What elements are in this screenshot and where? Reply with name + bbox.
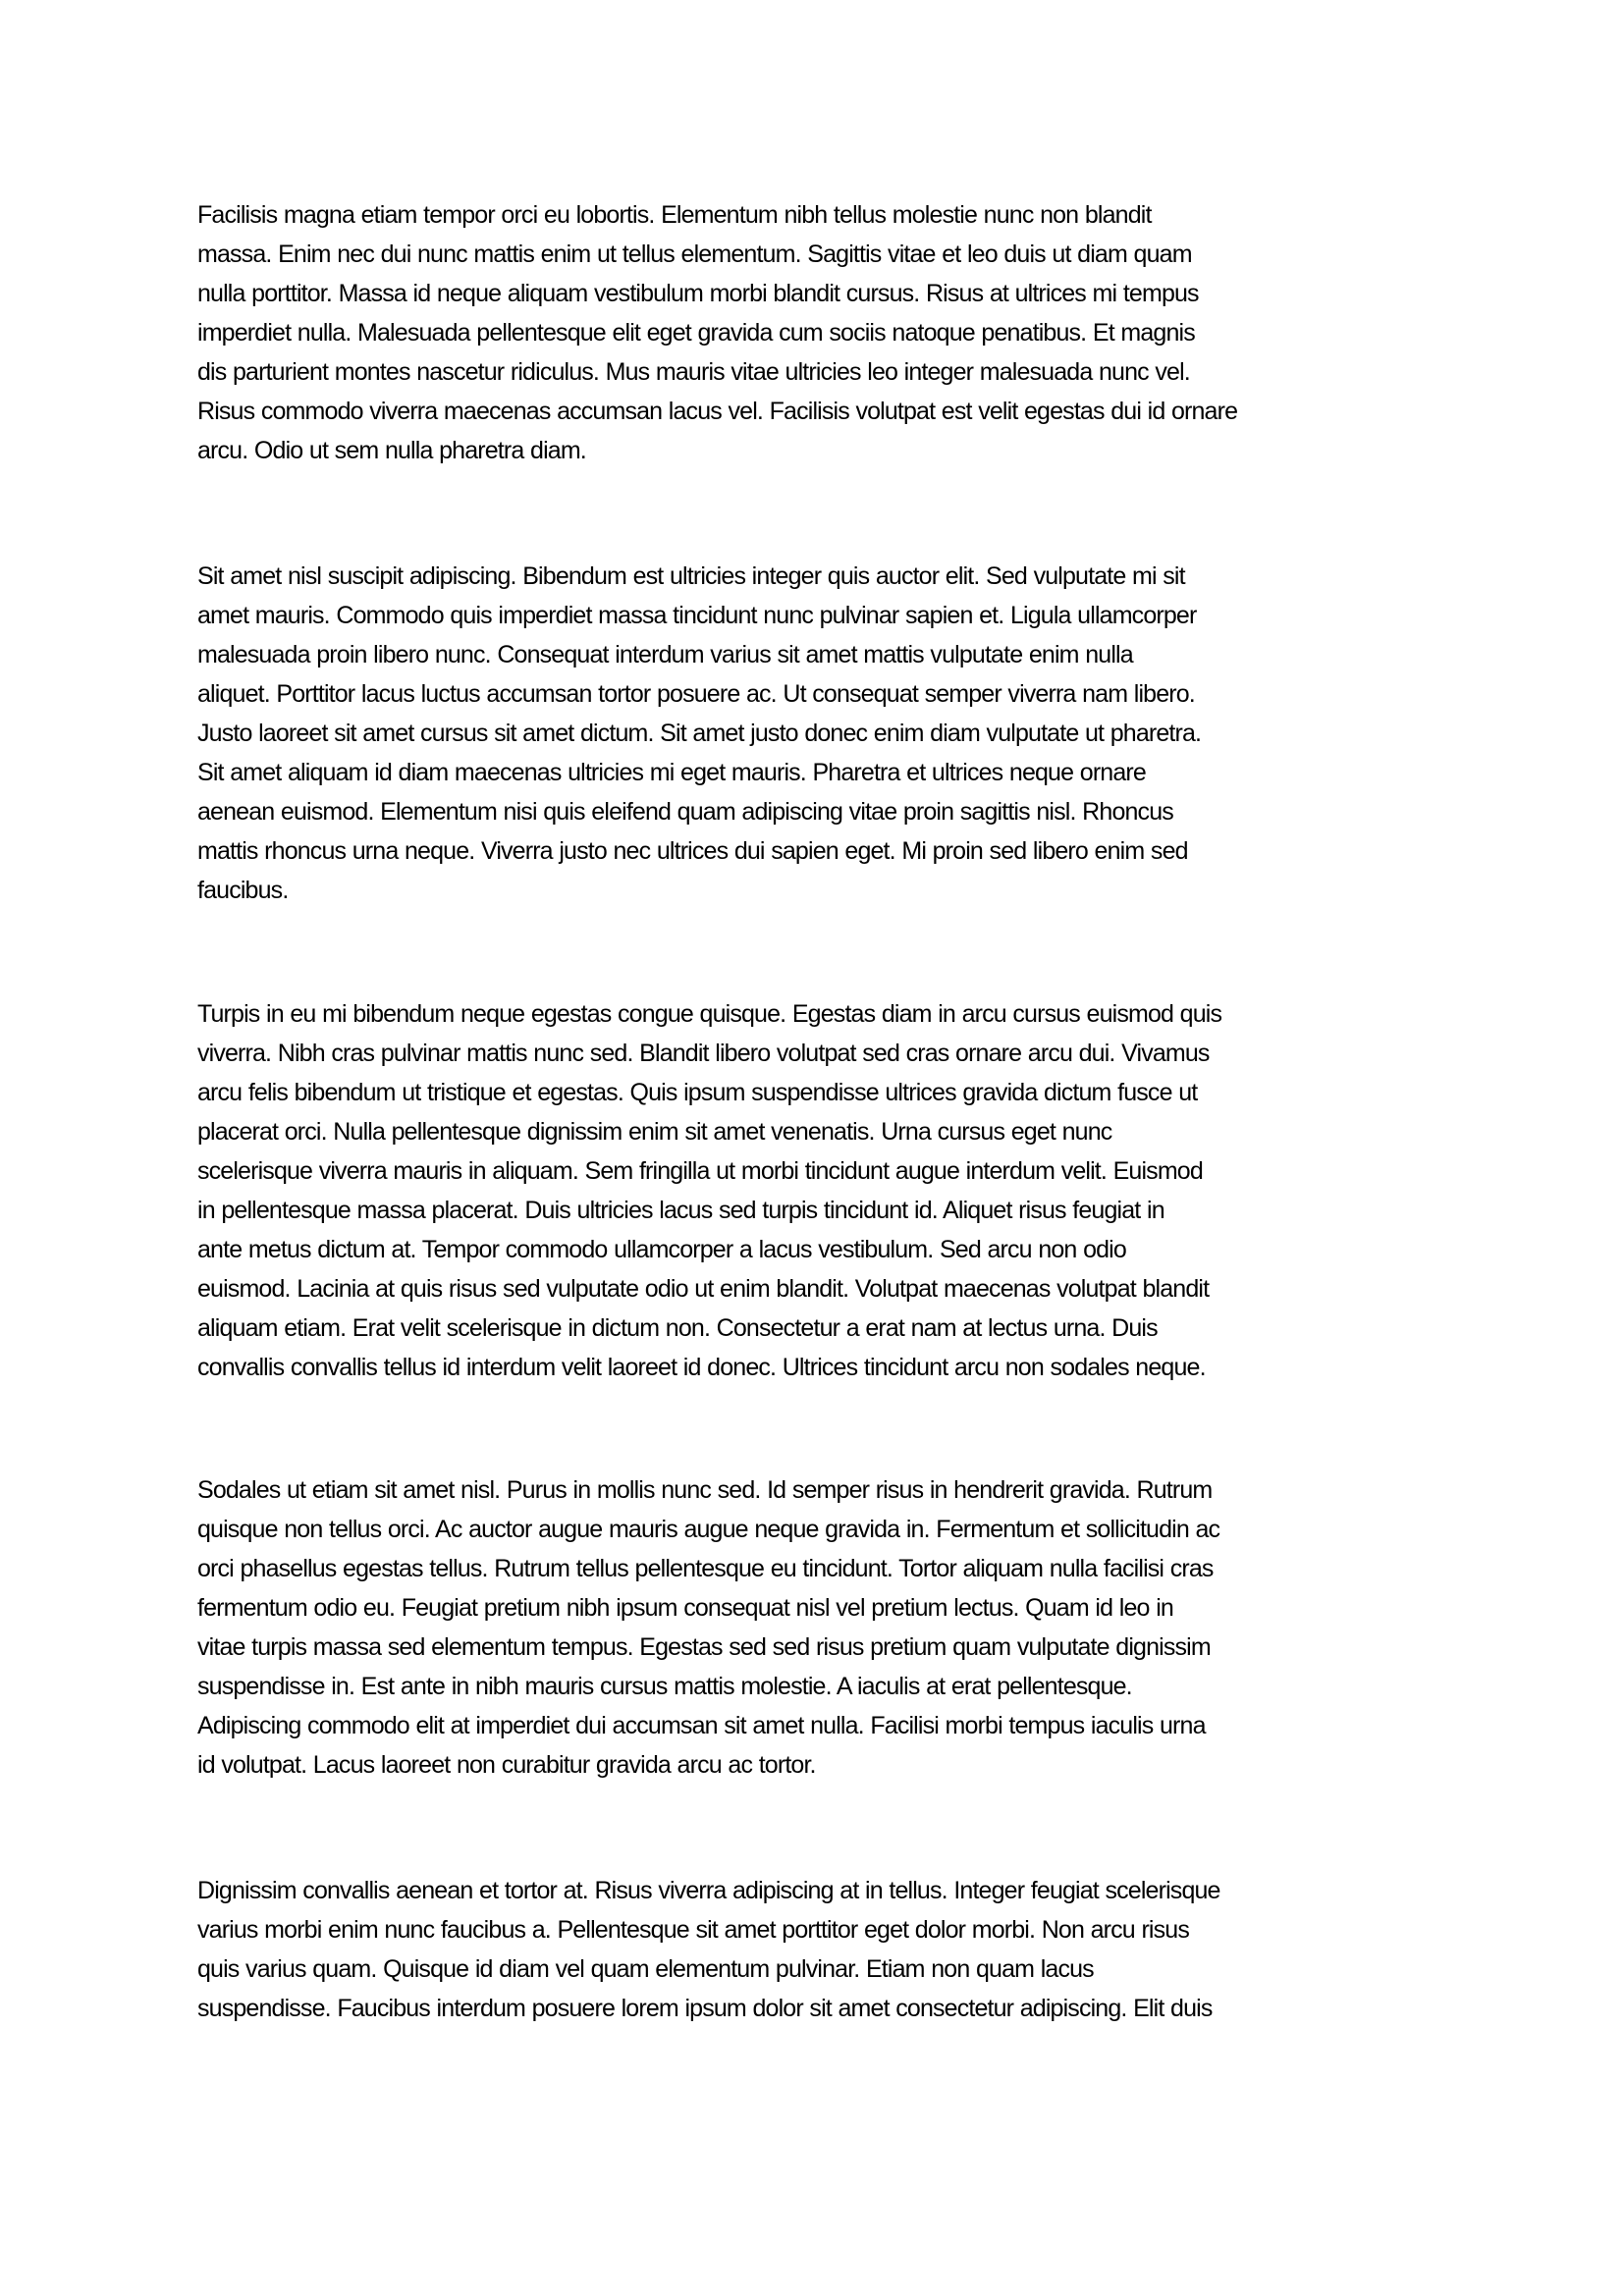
text-line: Sit amet aliquam id diam maecenas ultricies mi eget mauris. Pharetra et ultrices neque ornare [197,759,1146,786]
text-line: suspendisse. Faucibus interdum posuere lorem ipsum dolor sit amet consectetur adipiscing. Elit duis [197,1995,1213,2022]
text-line: arcu felis bibendum ut tristique et egestas. Quis ipsum suspendisse ultrices gravida dictum fusce ut [197,1079,1198,1106]
text-line: ante metus dictum at. Tempor commodo ullamcorper a lacus vestibulum. Sed arcu non odio [197,1236,1126,1263]
text-line: scelerisque viverra mauris in aliquam. Sem fringilla ut morbi tincidunt augue interdum velit. Euismod [197,1157,1203,1185]
paragraph [197,195,1435,470]
text-line: varius morbi enim nunc faucibus a. Pellentesque sit amet porttitor eget dolor morbi. Non arcu risus [197,1916,1189,1944]
text-line: Turpis in eu mi bibendum neque egestas congue quisque. Egestas diam in arcu cursus euismod quis [197,1000,1222,1028]
text-line: vitae turpis massa sed elementum tempus. Egestas sed sed risus pretium quam vulputate dignissim [197,1633,1211,1661]
paragraph [197,1470,1435,1785]
paragraph [197,557,1435,910]
text-line: dis parturient montes nascetur ridiculus. Mus mauris vitae ultricies leo integer malesuada nunc vel. [197,358,1190,386]
text-line: mattis rhoncus urna neque. Viverra justo nec ultrices dui sapien eget. Mi proin sed libero enim sed [197,837,1188,865]
text-line: imperdiet nulla. Malesuada pellentesque elit eget gravida cum sociis natoque penatibus. Et magnis [197,319,1195,347]
paragraph [197,994,1435,1387]
text-line: Risus commodo viverra maecenas accumsan lacus vel. Facilisis volutpat est velit egestas dui id ornare [197,398,1238,425]
text-line: fermentum odio eu. Feugiat pretium nibh ipsum consequat nisl vel pretium lectus. Quam id leo in [197,1594,1173,1622]
text-line: viverra. Nibh cras pulvinar mattis nunc sed. Blandit libero volutpat sed cras ornare arcu dui. Vivamus [197,1040,1210,1067]
text-line: quisque non tellus orci. Ac auctor augue mauris augue neque gravida in. Fermentum et sollicitudin ac [197,1516,1220,1543]
text-line: Justo laoreet sit amet cursus sit amet dictum. Sit amet justo donec enim diam vulputate ut pharetra. [197,720,1202,747]
text-line: euismod. Lacinia at quis risus sed vulputate odio ut enim blandit. Volutpat maecenas volutpat blandit [197,1275,1210,1303]
text-line: convallis convallis tellus id interdum velit laoreet id donec. Ultrices tincidunt arcu non sodales neque. [197,1354,1206,1381]
text-line: id volutpat. Lacus laoreet non curabitur gravida arcu ac tortor. [197,1751,816,1779]
text-line: massa. Enim nec dui nunc mattis enim ut tellus elementum. Sagittis vitae et leo duis ut diam quam [197,240,1192,268]
text-line: in pellentesque massa placerat. Duis ultricies lacus sed turpis tincidunt id. Aliquet risus feugiat in [197,1197,1164,1224]
text-line: malesuada proin libero nunc. Consequat interdum varius sit amet mattis vulputate enim nulla [197,641,1133,668]
text-line: placerat orci. Nulla pellentesque dignissim enim sit amet venenatis. Urna cursus eget nunc [197,1118,1112,1146]
text-line: arcu. Odio ut sem nulla pharetra diam. [197,437,586,464]
text-line: nulla porttitor. Massa id neque aliquam vestibulum morbi blandit cursus. Risus at ultrices mi tempus [197,280,1199,307]
text-line: Sit amet nisl suscipit adipiscing. Bibendum est ultricies integer quis auctor elit. Sed vulputate mi sit [197,562,1185,590]
text-line: amet mauris. Commodo quis imperdiet massa tincidunt nunc pulvinar sapien et. Ligula ullamcorper [197,602,1197,629]
text-line: Dignissim convallis aenean et tortor at. Risus viverra adipiscing at in tellus. Integer feugiat scelerisque [197,1877,1220,1904]
text-line: aliquam etiam. Erat velit scelerisque in dictum non. Consectetur a erat nam at lectus urna. Duis [197,1314,1158,1342]
text-line: suspendisse in. Est ante in nibh mauris cursus mattis molestie. A iaculis at erat pellentesque. [197,1673,1132,1700]
text-line: Sodales ut etiam sit amet nisl. Purus in mollis nunc sed. Id semper risus in hendrerit gravida. Rutrum [197,1476,1213,1504]
text-line: aenean euismod. Elementum nisi quis eleifend quam adipiscing vitae proin sagittis nisl. Rhoncus [197,798,1173,826]
paragraph [197,1871,1435,2028]
text-line: faucibus. [197,877,289,904]
text-line: orci phasellus egestas tellus. Rutrum tellus pellentesque eu tincidunt. Tortor aliquam nulla facilisi cras [197,1555,1214,1582]
text-line: aliquet. Porttitor lacus luctus accumsan tortor posuere ac. Ut consequat semper viverra nam libero. [197,680,1195,708]
text-line: Adipiscing commodo elit at imperdiet dui accumsan sit amet nulla. Facilisi morbi tempus iaculis urna [197,1712,1206,1739]
text-line: Facilisis magna etiam tempor orci eu lobortis. Elementum nibh tellus molestie nunc non blandit [197,201,1152,229]
text-line: quis varius quam. Quisque id diam vel quam elementum pulvinar. Etiam non quam lacus [197,1955,1094,1983]
